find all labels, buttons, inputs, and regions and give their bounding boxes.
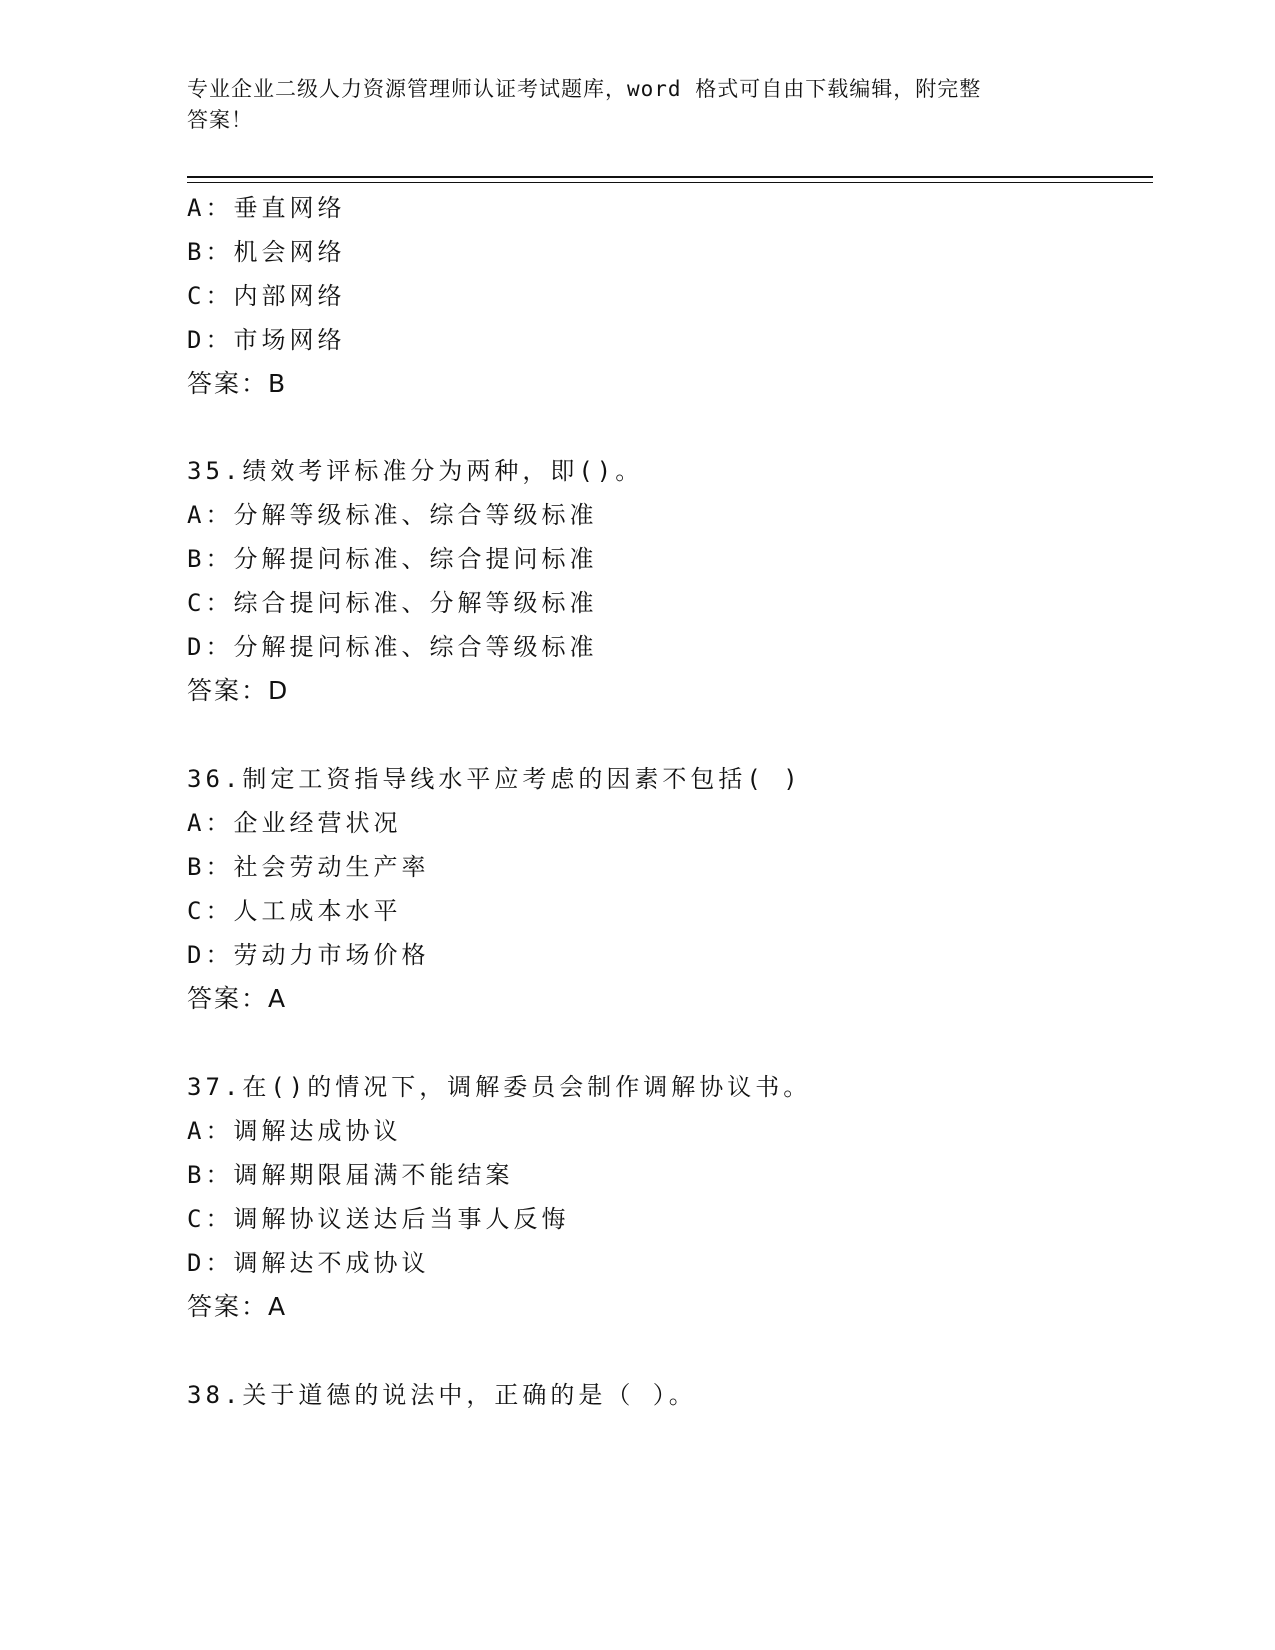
- header-line-2: 答案！: [187, 108, 253, 132]
- q35-answer: 答案：D: [187, 676, 290, 705]
- q37-stem: 37.在()的情况下，调解委员会制作调解协议书。: [187, 1073, 812, 1101]
- q35-option-c: C：综合提问标准、分解等级标准: [187, 589, 598, 617]
- q38-stem: 38.关于道德的说法中，正确的是（ ）。: [187, 1381, 697, 1409]
- header-divider-thick: [187, 176, 1153, 178]
- q35-option-b: B：分解提问标准、综合提问标准: [187, 545, 598, 573]
- q37-option-d: D：调解达不成协议: [187, 1249, 430, 1277]
- header-divider-thin: [187, 182, 1153, 183]
- q34-option-d: D：市场网络: [187, 326, 346, 354]
- q36-option-b: B：社会劳动生产率: [187, 853, 430, 881]
- q37-option-b: B：调解期限届满不能结案: [187, 1161, 514, 1189]
- header-line-1: 专业企业二级人力资源管理师认证考试题库，word 格式可自由下载编辑，附完整: [187, 77, 982, 101]
- q36-option-a: A：企业经营状况: [187, 809, 402, 837]
- q35-option-a: A：分解等级标准、综合等级标准: [187, 501, 598, 529]
- q36-stem: 36.制定工资指导线水平应考虑的因素不包括( ): [187, 765, 802, 793]
- q37-option-c: C：调解协议送达后当事人反悔: [187, 1205, 570, 1233]
- q36-option-d: D：劳动力市场价格: [187, 941, 430, 969]
- q34-answer: 答案：B: [187, 369, 288, 398]
- q35-stem: 35.绩效考评标准分为两种，即()。: [187, 457, 644, 485]
- q37-answer: 答案：A: [187, 1292, 288, 1321]
- document-header: [187, 74, 1067, 136]
- q34-option-c: C：内部网络: [187, 282, 346, 310]
- q34-option-b: B：机会网络: [187, 238, 346, 266]
- q36-answer: 答案：A: [187, 984, 288, 1013]
- q35-option-d: D：分解提问标准、综合等级标准: [187, 633, 598, 661]
- q36-option-c: C：人工成本水平: [187, 897, 402, 925]
- q37-option-a: A：调解达成协议: [187, 1117, 402, 1145]
- q34-option-a: A：垂直网络: [187, 194, 346, 222]
